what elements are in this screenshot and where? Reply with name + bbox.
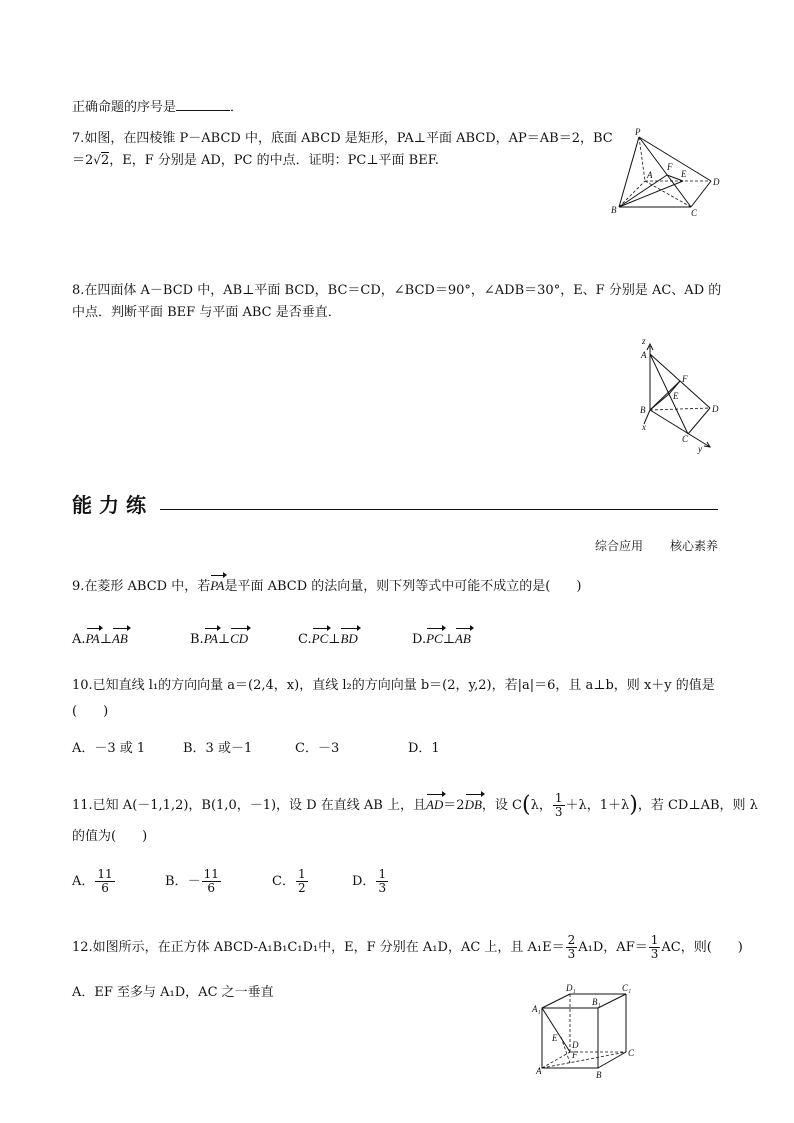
vector: PC [311, 631, 329, 646]
edge-b1c1 [598, 994, 626, 1008]
edge-ad [542, 1052, 570, 1068]
label-c: C [691, 208, 698, 218]
label-c1: C₁ [622, 983, 632, 993]
label-x: x [642, 422, 646, 432]
edge-a1d [542, 1008, 570, 1052]
edge-be [650, 394, 669, 410]
q9-stem-c: ) [576, 579, 582, 594]
label-z: z [642, 336, 646, 346]
edge-be [619, 181, 683, 207]
label-f: F [682, 374, 688, 384]
q6-text: 正确命题的序号是 [72, 100, 177, 115]
q11-coord-2: ＋λ，1＋λ [565, 798, 630, 813]
q11-option-b: B．－ $\frac{11}{6}$ [165, 867, 219, 895]
vector: PA [85, 631, 100, 646]
figure-cube [530, 982, 640, 1082]
label-b: B [611, 205, 617, 215]
sqrt-radicand: 2 [100, 153, 110, 168]
q12-stem: 12.如图所示，在正方体 ABCD-A₁B₁C₁D₁中，E，F 分别在 A₁D，AC 上，且 A₁E＝ $\frac{2}{3}$ A₁D，AF＝ $\frac{1}{3}$ AC，则( ) [72, 933, 743, 961]
sqrt-sign: √ [93, 153, 101, 167]
q9-option-c: C.PC⊥BD [298, 631, 358, 647]
q9-stem-a: 9.在菱形 ABCD 中，若 [72, 579, 211, 594]
q9-option-d: D.PC⊥AB [412, 631, 471, 647]
q12-option-a: A．EF 至多与 A₁D，AC 之一垂直 [72, 985, 274, 1000]
axis-y-arrow [704, 442, 710, 447]
label-a1: A₁ [532, 1004, 541, 1014]
q11-option-c: C． $\frac{1}{2}$ [272, 867, 306, 895]
q11-coord-1: λ， [530, 798, 552, 813]
section-title: 能力练 [72, 493, 153, 517]
q9-stem [72, 578, 581, 595]
label-d1: D₁ [566, 983, 576, 993]
label-b: B [596, 1070, 602, 1080]
q6-tail [72, 98, 243, 116]
figure-tetrahedron [630, 332, 730, 457]
q7-line1: 7.如图，在四棱锥 P－ABCD 中，底面 ABCD 是矩形，PA⊥平面 ABCD，AP＝AB＝2，BC [72, 131, 613, 146]
q11-a: 11.已知 A(－1,1,2)，B(1,0，－1)，设 D 在直线 AB 上，且 [72, 798, 426, 813]
q8-line2: 中点．判断平面 BEF 与平面 ABC 是否垂直． [72, 305, 341, 320]
q11-c: ，设 C [481, 798, 523, 813]
label-y: y [698, 444, 702, 454]
q10-option-d: D．1 [408, 741, 440, 756]
q10-line1: 10.已知直线 l₁的方向向量 a＝(2,4，x)，直线 l₂的方向向量 b＝(2，y,2)，若|a|＝6，且 a⊥b，则 x＋y 的值是 [72, 678, 715, 693]
q11-line2: 的值为( ) [72, 829, 148, 844]
edge-bd [650, 408, 710, 410]
q10-line2: ( ) [72, 704, 109, 719]
vector-db: DB [464, 797, 482, 812]
vector: PC [426, 631, 443, 646]
label-c: C [628, 1048, 635, 1058]
label-a: A [641, 350, 647, 360]
q11-option-d: D． $\frac{1}{3}$ [352, 867, 387, 895]
vector: AB [111, 631, 128, 646]
edge-a1d1 [542, 994, 570, 1008]
label-b: B [640, 405, 646, 415]
answer-blank [176, 98, 230, 111]
label-a: A [536, 1066, 542, 1076]
edge-cd [688, 408, 710, 434]
q7-rest: ，E，F 分别是 AD，PC 的中点．证明：PC⊥平面 BEF. [109, 153, 439, 168]
label-d: D [572, 1040, 579, 1050]
section-rule [160, 509, 718, 510]
label-e: E [552, 1033, 558, 1043]
q10-option-c: C．－3 [295, 741, 340, 756]
section-tag-2: 核心素养 [670, 539, 719, 553]
q7-eq: ＝2 [72, 153, 94, 168]
label-d: D [712, 404, 719, 414]
label-a: A [647, 170, 653, 180]
q11-line1: 11.已知 A(－1,1,2)，B(1,0，－1)，设 D 在直线 AB 上，且AD＝2DB，设 C(λ， $\frac{1}{3}$ ＋λ，1＋λ)，若 CD⊥AB，则 λ [72, 791, 758, 819]
q9-stem-b: 是平面 ABCD 的法向量，则下列等式中可能不成立的是( [224, 579, 551, 594]
edge-cd [691, 181, 711, 207]
section-tag-1: 综合应用 [595, 539, 644, 553]
edge-pb [619, 137, 639, 207]
edge-bf [619, 175, 667, 207]
vector-ad: AD [425, 797, 444, 812]
q9-option-b: B.PA⊥CD [190, 631, 249, 647]
label-c: C [682, 434, 689, 444]
q11-option-a: A． $\frac{11}{6}$ [72, 867, 113, 895]
figure-pyramid [605, 125, 725, 220]
vector: CD [230, 631, 249, 646]
axis-y [650, 410, 710, 447]
label-b1: B₁ [592, 997, 601, 1007]
label-f: F [667, 162, 673, 172]
q12-b: A₁D，AF＝ [578, 940, 648, 955]
vector: PA [203, 631, 218, 646]
q10-option-a: A．－3 或 1 [72, 741, 146, 756]
q11-e: ，若 CD⊥AB，则 λ [637, 798, 758, 813]
q9-option-a: A.PA⊥AB [72, 631, 128, 647]
label-p: P [635, 127, 641, 137]
vector: AB [454, 631, 471, 646]
vector-pa: PA [210, 578, 225, 593]
label-d: D [713, 177, 720, 187]
label-e: E [681, 169, 687, 179]
label-e: E [673, 391, 679, 401]
q12-a: 12.如图所示，在正方体 ABCD-A₁B₁C₁D₁中，E，F 分别在 A₁D，AC 上，且 A₁E＝ [72, 940, 565, 955]
q7-line2 [72, 152, 439, 169]
q8-line1: 8.在四面体 A－BCD 中，AB⊥平面 BCD，BC＝CD，∠BCD＝90°，∠ADB＝30°，E、F 分别是 AC、AD 的 [72, 283, 722, 298]
vector: BD [340, 631, 358, 646]
q6-end: ． [230, 100, 244, 115]
label-f: F [572, 1050, 578, 1060]
edge-ac [542, 1052, 626, 1068]
q12-c: AC，则( ) [661, 940, 743, 955]
q11-b: ＝2 [443, 798, 465, 813]
q10-option-b: B．3 或－1 [183, 741, 253, 756]
